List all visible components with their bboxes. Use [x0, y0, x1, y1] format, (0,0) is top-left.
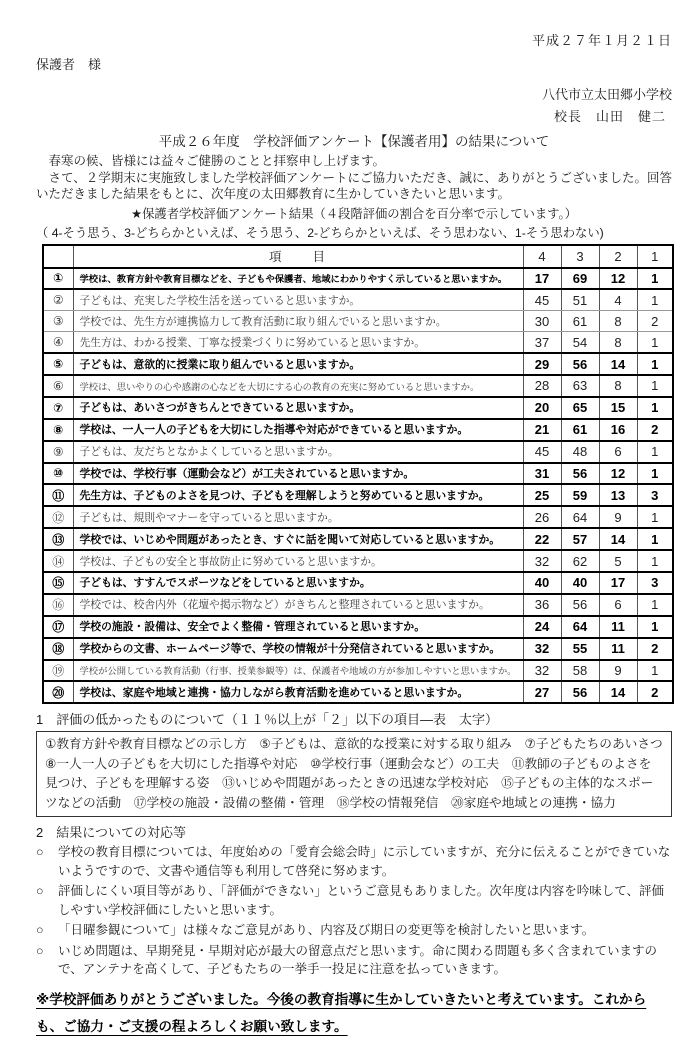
score-value: 61 — [561, 311, 599, 332]
score-value: 56 — [561, 353, 599, 375]
item-number: ⑦ — [43, 397, 73, 419]
score-value: 20 — [523, 397, 561, 419]
score-value: 17 — [523, 268, 561, 290]
score-value: 45 — [523, 441, 561, 463]
score-value: 40 — [561, 572, 599, 594]
result-heading: ★保護者学校評価アンケート結果（４段階評価の割合を百分率で示しています。） — [131, 206, 577, 221]
score-value: 21 — [523, 419, 561, 441]
score-value: 54 — [561, 332, 599, 353]
score-value: 28 — [523, 375, 561, 397]
score-value: 8 — [599, 332, 637, 353]
score-value: 16 — [599, 419, 637, 441]
score-value: 8 — [599, 311, 637, 332]
item-number: ⑰ — [43, 616, 73, 638]
score-value: 1 — [637, 594, 673, 616]
item-number: ② — [43, 289, 73, 310]
score-value: 40 — [523, 572, 561, 594]
item-number: ① — [43, 268, 73, 290]
header-number-cell — [43, 245, 73, 268]
bullet-marker: ○ — [36, 943, 44, 958]
item-text: 学校では、校舎内外（花壇や掲示物など）がきちんと整理されていると思いますか。 — [73, 594, 523, 616]
item-text: 子どもは、充実した学校生活を送っていると思いますか。 — [73, 289, 523, 310]
item-number: ⑲ — [43, 660, 73, 682]
item-text: 学校は、家庭や地域と連携・協力しながら教育活動を進めていると思いますか。 — [73, 681, 523, 703]
survey-row — [43, 289, 673, 310]
score-value: 69 — [561, 268, 599, 290]
score-value: 61 — [561, 419, 599, 441]
score-value: 1 — [637, 268, 673, 290]
score-value: 31 — [523, 463, 561, 485]
score-value: 11 — [599, 638, 637, 660]
item-text: 学校は、子どもの安全と事故防止に努めていると思いますか。 — [73, 550, 523, 572]
intro-paragraph: さて、２学期末に実施致しました学校評価アンケートにご協力いただき、誠に、ありがとうございました。回答いただきました結果をもとに、次年度の太田郷教育に生かしていきたいと思います。 — [36, 170, 673, 201]
item-text: 学校の施設・設備は、安全でよく整備・管理されていると思いますか。 — [73, 616, 523, 638]
score-value: 4 — [599, 289, 637, 310]
score-value: 9 — [599, 660, 637, 682]
score-value: 32 — [523, 638, 561, 660]
score-value: 32 — [523, 550, 561, 572]
rating-scale-note: （ 4-そう思う、3-どちらかといえば、そう思う、2-どちらかといえば、そう思わない、1-そう思わない) — [36, 225, 604, 240]
response-bullet — [36, 942, 672, 979]
survey-row — [43, 681, 673, 703]
score-value: 56 — [561, 463, 599, 485]
item-text: 子どもは、意欲的に授業に取り組んでいると思いますか。 — [73, 353, 523, 375]
principal-name: 校長 山田 健二 — [553, 109, 666, 124]
score-value: 22 — [523, 528, 561, 550]
survey-row — [43, 441, 673, 463]
score-value: 1 — [637, 397, 673, 419]
score-value: 64 — [561, 616, 599, 638]
school-name: 八代市立太田郷小学校 — [541, 87, 672, 102]
survey-row — [43, 419, 673, 441]
survey-row — [43, 594, 673, 616]
score-value: 12 — [599, 463, 637, 485]
document-date: 平成２７年１月２１日 — [531, 33, 672, 48]
score-value: 1 — [637, 550, 673, 572]
score-value: 58 — [561, 660, 599, 682]
response-bullet — [36, 843, 672, 880]
score-value: 30 — [523, 311, 561, 332]
item-text: 先生方は、わかる授業、丁寧な授業づくりに努めていると思いますか。 — [73, 332, 523, 353]
survey-row — [43, 311, 673, 332]
item-number: ⑬ — [43, 528, 73, 550]
section2-heading: 2 結果についての対応等 — [36, 825, 186, 841]
item-text: 学校は、教育方針や教育目標などを、子どもや保護者、地域にわかりやすく示していると思いますか。 — [73, 268, 523, 290]
survey-row — [43, 660, 673, 682]
score-value: 1 — [637, 528, 673, 550]
survey-row — [43, 616, 673, 638]
score-value: 45 — [523, 289, 561, 310]
score-value: 57 — [561, 528, 599, 550]
score-value: 12 — [599, 268, 637, 290]
score-value: 56 — [561, 594, 599, 616]
bullet-text: 評価しにくい項目等があり、「評価ができない」というご意見もありました。次年度は内容を吟味して、評価しやすい学校評価にしたいと思います。 — [58, 884, 665, 917]
score-value: 65 — [561, 397, 599, 419]
response-bullet — [36, 921, 672, 940]
score-value: 2 — [637, 311, 673, 332]
score-value: 51 — [561, 289, 599, 310]
score-value: 55 — [561, 638, 599, 660]
survey-row — [43, 638, 673, 660]
item-text: 学校では、先生方が連携協力して教育活動に取り組んでいると思いますか。 — [73, 311, 523, 332]
score-value: 37 — [523, 332, 561, 353]
item-number: ⑭ — [43, 550, 73, 572]
section1-heading: 1 評価の低かったものについて（１１％以上が「２」以下の項目―表 太字） — [36, 712, 498, 728]
survey-results-table — [42, 244, 674, 705]
score-value: 29 — [523, 353, 561, 375]
score-value: 15 — [599, 397, 637, 419]
item-text: 学校では、学校行事（運動会など）が工夫されていると思いますか。 — [73, 463, 523, 485]
score-value: 1 — [637, 660, 673, 682]
bullet-text: 学校の教育目標については、年度始めの「愛育会総会時」に示していますが、充分に伝えることができていないようですので、文書や通信等も利用して啓発に努めます。 — [58, 845, 671, 878]
survey-row — [43, 572, 673, 594]
item-number: ⑳ — [43, 681, 73, 703]
item-text: 子どもは、友だちとなかよくしていると思いますか。 — [73, 441, 523, 463]
item-number: ⑫ — [43, 506, 73, 528]
survey-row — [43, 463, 673, 485]
item-number: ⑥ — [43, 375, 73, 397]
score-value: 32 — [523, 660, 561, 682]
score-value: 3 — [637, 484, 673, 506]
score-value: 8 — [599, 375, 637, 397]
score-value: 36 — [523, 594, 561, 616]
bullet-text: 「日曜参観について」は様々なご意見があり、内容及び期日の変更等を検討したいと思います。 — [58, 923, 595, 938]
score-value: 26 — [523, 506, 561, 528]
bullet-marker: ○ — [36, 845, 44, 860]
closing-note: ※学校評価ありがとうございました。今後の教育指導に生かしていきたいと考えています。これからも、ご協力・ご支援の程よろしくお願い致します。 — [36, 991, 647, 1034]
score-value: 17 — [599, 572, 637, 594]
item-text: 学校からの文書、ホームページ等で、学校の情報が十分発信されていると思いますか。 — [73, 638, 523, 660]
score-value: 25 — [523, 484, 561, 506]
document-title: 平成２６年度 学校評価アンケート【保護者用】の結果について — [158, 134, 550, 149]
item-text: 学校が公開している教育活動（行事、授業参観等）は、保護者や地域の方が参加しやすいと思いますか。 — [73, 660, 523, 682]
addressee: 保護者 様 — [36, 57, 102, 72]
score-value: 56 — [561, 681, 599, 703]
survey-row — [43, 353, 673, 375]
survey-row — [43, 268, 673, 290]
item-text: 学校は、思いやりの心や感謝の心などを大切にする心の教育の充実に努めていると思いますか。 — [73, 375, 523, 397]
item-number: ⑪ — [43, 484, 73, 506]
header-score-1: 1 — [637, 245, 673, 268]
score-value: 48 — [561, 441, 599, 463]
table-header-row — [43, 245, 673, 268]
header-score-2: 2 — [599, 245, 637, 268]
item-number: ⑯ — [43, 594, 73, 616]
survey-row — [43, 397, 673, 419]
bullet-text: いじめ問題は、早期発見・早期対応が最大の留意点だと思います。命に関わる問題も多く含まれていますので、アンテナを高くして、子どもたちの一挙手一投足に注意を払っていきます。 — [58, 943, 658, 977]
score-value: 1 — [637, 375, 673, 397]
item-number: ⑩ — [43, 463, 73, 485]
score-value: 2 — [637, 681, 673, 703]
survey-row — [43, 550, 673, 572]
score-value: 2 — [637, 419, 673, 441]
score-value: 14 — [599, 681, 637, 703]
header-score-4: 4 — [523, 245, 561, 268]
score-value: 63 — [561, 375, 599, 397]
item-text: 子どもは、すすんでスポーツなどをしていると思いますか。 — [73, 572, 523, 594]
item-number: ⑤ — [43, 353, 73, 375]
score-value: 24 — [523, 616, 561, 638]
survey-row — [43, 375, 673, 397]
item-number: ③ — [43, 311, 73, 332]
low-rated-items-box: ①教育方針や教育目標などの示し方 ⑤子どもは、意欲的な授業に対する取り組み ⑦子どもたちのあいさつ ⑧一人一人の子どもを大切にした指導や対応 ⑩学校行事（運動会など）の工夫 ⑪教師の子どものよさを見つけ、子どもを理解する姿 ⑬いじめや問題があったときの迅速な学校対応 ⑮子どもの主体的なスポーツなどの活動 ⑰学校の施設・設備の整備・管理 ⑱学校の情報発信 ⑳家庭や地域との連携・協力 — [36, 731, 672, 817]
survey-row — [43, 332, 673, 353]
survey-row — [43, 484, 673, 506]
score-value: 5 — [599, 550, 637, 572]
score-value: 11 — [599, 616, 637, 638]
score-value: 1 — [637, 353, 673, 375]
score-value: 27 — [523, 681, 561, 703]
item-text: 子どもは、規則やマナーを守っていると思いますか。 — [73, 506, 523, 528]
header-item-label: 項 目 — [73, 245, 523, 268]
response-bullet — [36, 882, 672, 919]
score-value: 1 — [637, 441, 673, 463]
score-value: 1 — [637, 506, 673, 528]
item-text: 学校は、一人一人の子どもを大切にした指導や対応ができていると思いますか。 — [73, 419, 523, 441]
item-number: ⑮ — [43, 572, 73, 594]
item-number: ④ — [43, 332, 73, 353]
score-value: 6 — [599, 441, 637, 463]
bullet-marker: ○ — [36, 884, 44, 899]
score-value: 2 — [637, 638, 673, 660]
score-value: 1 — [637, 289, 673, 310]
greeting-paragraph: 春寒の候、皆様には益々ご健勝のことと拝察申し上げます。 — [36, 154, 386, 168]
item-number: ⑨ — [43, 441, 73, 463]
score-value: 1 — [637, 463, 673, 485]
survey-row — [43, 506, 673, 528]
item-text: 子どもは、あいさつがきちんとできていると思いますか。 — [73, 397, 523, 419]
score-value: 1 — [637, 616, 673, 638]
survey-row — [43, 528, 673, 550]
score-value: 13 — [599, 484, 637, 506]
score-value: 9 — [599, 506, 637, 528]
score-value: 6 — [599, 594, 637, 616]
item-text: 先生方は、子どものよさを見つけ、子どもを理解しようと努めていると思いますか。 — [73, 484, 523, 506]
item-number: ⑧ — [43, 419, 73, 441]
item-text: 学校では、いじめや問題があったとき、すぐに話を聞いて対応していると思いますか。 — [73, 528, 523, 550]
score-value: 14 — [599, 528, 637, 550]
score-value: 1 — [637, 332, 673, 353]
score-value: 14 — [599, 353, 637, 375]
score-value: 62 — [561, 550, 599, 572]
bullet-marker: ○ — [36, 923, 44, 938]
header-score-3: 3 — [561, 245, 599, 268]
score-value: 3 — [637, 572, 673, 594]
score-value: 64 — [561, 506, 599, 528]
score-value: 59 — [561, 484, 599, 506]
item-number: ⑱ — [43, 638, 73, 660]
